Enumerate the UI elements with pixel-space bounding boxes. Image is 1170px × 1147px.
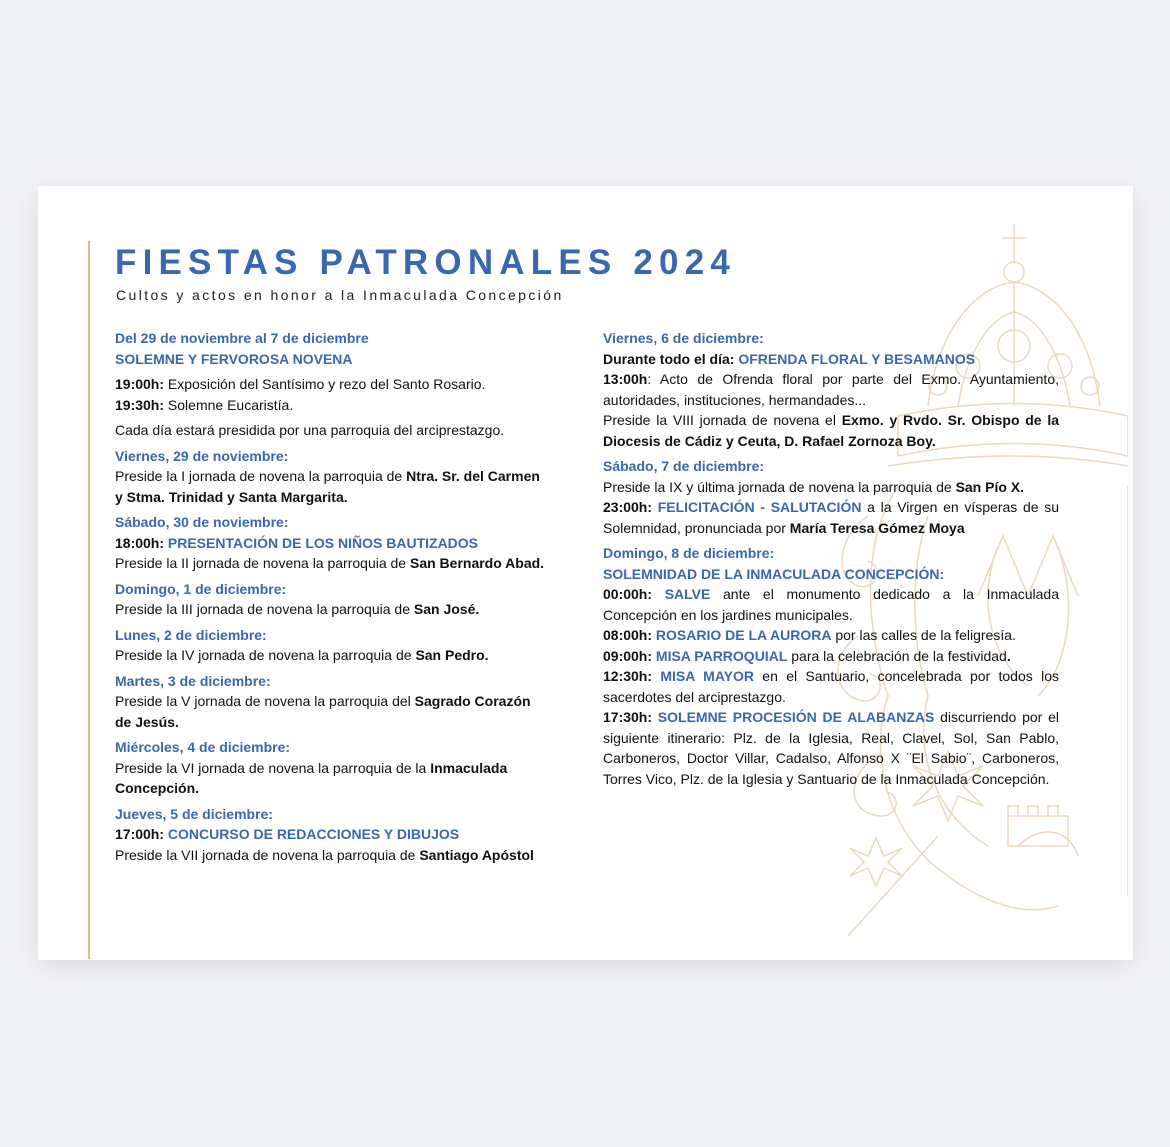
parish-name: Inmaculada Concepción. bbox=[115, 759, 508, 796]
presider-text: Preside la IV jornada de novena la parroquia de bbox=[115, 647, 416, 663]
dec6-allday bbox=[603, 349, 1059, 370]
time-label: 18:00h: bbox=[115, 534, 165, 551]
speaker-name: María Teresa Gómez Moya bbox=[789, 519, 965, 536]
dec4-text bbox=[115, 758, 550, 799]
event-title: PRESENTACIÓN DE LOS NIÑOS BAUTIZADOS bbox=[164, 534, 479, 551]
event-title: ROSARIO DE LA AURORA bbox=[652, 627, 832, 643]
dec5-text bbox=[115, 845, 550, 866]
presider-text: Preside la VIII jornada de novena el bbox=[603, 412, 842, 428]
dec3-text bbox=[115, 691, 550, 732]
left-column bbox=[115, 328, 550, 865]
nov30-event bbox=[115, 533, 550, 554]
parish-name: Santiago Apóstol bbox=[419, 846, 534, 863]
presider-name: Exmo. y Rvdo. Sr. Obispo de la Diocesis de Cádiz y Ceuta, D. Rafael Zornoza Boy. bbox=[603, 412, 1060, 449]
event-description: discurriendo por el siguiente itinerario: Plz. de la Iglesia, Real, Clavel, Sol, San Pablo, Carboneros, Doctor Villar, Cadalso, Alfonso X ¨El Sabio¨, Carboneros, Torres Vico, Plz. de la Iglesia y Santuario de la Inmaculada Concepción. bbox=[603, 709, 1059, 787]
dec8-title: SOLEMNIDAD DE LA INMACULADA CONCEPCIÓN: bbox=[603, 565, 945, 582]
program-card bbox=[38, 186, 1133, 960]
date-heading-dec4: Miércoles, 4 de diciembre: bbox=[115, 739, 291, 755]
date-heading-dec1: Domingo, 1 de diciembre: bbox=[115, 580, 287, 597]
event-title: SOLEMNE PROCESIÓN DE ALABANZAS bbox=[652, 709, 935, 725]
event-description: para la celebración de la festividad bbox=[787, 647, 1007, 664]
dec8-line-4 bbox=[603, 666, 1059, 707]
presider-text: Preside la IX y última jornada de novena la parroquia de bbox=[603, 478, 956, 495]
presider-text: Preside la I jornada de novena la parroquia de bbox=[115, 468, 407, 484]
event-title: SALVE bbox=[652, 586, 711, 602]
event-description: Solemne Eucaristía. bbox=[164, 396, 294, 413]
parish-name: Sagrado Corazón de Jesús. bbox=[115, 693, 531, 730]
date-heading-nov29: Viernes, 29 de noviembre: bbox=[115, 447, 289, 464]
presider-text: Preside la VI jornada de novena la parroquia de la bbox=[115, 759, 431, 776]
date-heading-dec8: Domingo, 8 de diciembre: bbox=[603, 545, 775, 561]
dec7-presider bbox=[603, 477, 1059, 498]
time-label: 08:00h: bbox=[603, 627, 653, 643]
parish-name: San Bernardo Abad. bbox=[409, 555, 545, 571]
time-label: 13:00h bbox=[603, 371, 648, 387]
dec8-line-2 bbox=[603, 625, 1059, 646]
right-column bbox=[603, 328, 1059, 789]
event-description: por las calles de la feligresía. bbox=[831, 627, 1016, 643]
page-subtitle: Cultos y actos en honor a la Inmaculada Concepción bbox=[116, 287, 564, 303]
time-label: 09:00h: bbox=[603, 647, 653, 664]
event-description: Exposición del Santísimo y rezo del Santo Rosario. bbox=[164, 376, 486, 392]
date-heading-dec3: Martes, 3 de diciembre: bbox=[115, 672, 271, 689]
date-heading-dec7: Sábado, 7 de diciembre: bbox=[603, 458, 765, 474]
time-label: 17:00h: bbox=[115, 826, 165, 842]
parish-name: San José. bbox=[413, 601, 480, 617]
parish-name: Ntra. Sr. del Carmen y Stma. Trinidad y Santa Margarita. bbox=[115, 468, 540, 505]
event-description: a la Virgen en vísperas de su Solemnidad, pronunciada por bbox=[603, 499, 1059, 536]
time-label: Durante todo el día: bbox=[603, 350, 735, 367]
date-heading-dec2: Lunes, 2 de diciembre: bbox=[115, 626, 267, 643]
dec6-presider bbox=[603, 410, 1059, 451]
date-heading-dec5: Jueves, 5 de diciembre: bbox=[115, 805, 273, 822]
presider-text: Preside la II jornada de novena la parroquia de bbox=[115, 555, 410, 571]
novena-date: Del 29 de noviembre al 7 de diciembre bbox=[115, 330, 369, 346]
dec1-text bbox=[115, 599, 550, 620]
time-label: 19:00h: bbox=[115, 376, 165, 392]
dec7-event bbox=[603, 497, 1059, 538]
dec6-offering bbox=[603, 369, 1059, 410]
dec8-line-5 bbox=[603, 707, 1059, 789]
date-heading-nov30: Sábado, 30 de noviembre: bbox=[115, 514, 289, 530]
novena-title: SOLEMNE Y FERVOROSA NOVENA bbox=[115, 350, 353, 367]
novena-note: Cada día estará presidida por una parroquia del arciprestazgo. bbox=[115, 422, 505, 438]
novena-line-2 bbox=[115, 395, 550, 416]
presider-text: Preside la VII jornada de novena la parroquia de bbox=[115, 846, 420, 863]
time-label: 19:30h: bbox=[115, 396, 165, 413]
parish-name: San Pedro. bbox=[415, 647, 489, 663]
time-label: 17:30h: bbox=[603, 709, 653, 725]
presider-text: Preside la V jornada de novena la parroquia del bbox=[115, 693, 415, 709]
presider-text: Preside la III jornada de novena la parroquia de bbox=[115, 601, 414, 617]
event-description: en el Santuario, concelebrada por todos los sacerdotes del arciprestazgo. bbox=[603, 668, 1059, 705]
event-title: OFRENDA FLORAL Y BESAMANOS bbox=[734, 350, 976, 367]
nov29-text bbox=[115, 466, 550, 507]
event-title: FELICITACIÓN - SALUTACIÓN bbox=[652, 499, 862, 515]
event-description: ante el monumento dedicado a la Inmaculada Concepción en los jardines municipales. bbox=[603, 586, 1059, 623]
time-label: 00:00h: bbox=[603, 586, 653, 602]
event-title: CONCURSO DE REDACCIONES Y DIBUJOS bbox=[164, 826, 460, 842]
dec5-event bbox=[115, 824, 550, 845]
event-description: : Acto de Ofrenda floral por parte del Exmo. Ayuntamiento, autoridades, instituciones, hermandades... bbox=[603, 371, 1059, 408]
time-label: 23:00h: bbox=[603, 499, 653, 515]
dec8-line-3 bbox=[603, 646, 1059, 667]
period: . bbox=[1006, 647, 1011, 664]
event-title: MISA PARROQUIAL bbox=[652, 647, 788, 664]
date-heading-dec6: Viernes, 6 de diciembre: bbox=[603, 330, 764, 346]
nov30-text bbox=[115, 553, 550, 574]
time-label: 12:30h: bbox=[603, 668, 653, 684]
parish-name: San Pío X. bbox=[955, 478, 1025, 495]
gold-divider-line bbox=[88, 241, 90, 959]
dec2-text bbox=[115, 645, 550, 666]
page-title: FIESTAS PATRONALES 2024 bbox=[115, 243, 737, 282]
dec8-line-1 bbox=[603, 584, 1059, 625]
novena-line-1 bbox=[115, 374, 550, 395]
event-title: MISA MAYOR bbox=[652, 668, 754, 684]
